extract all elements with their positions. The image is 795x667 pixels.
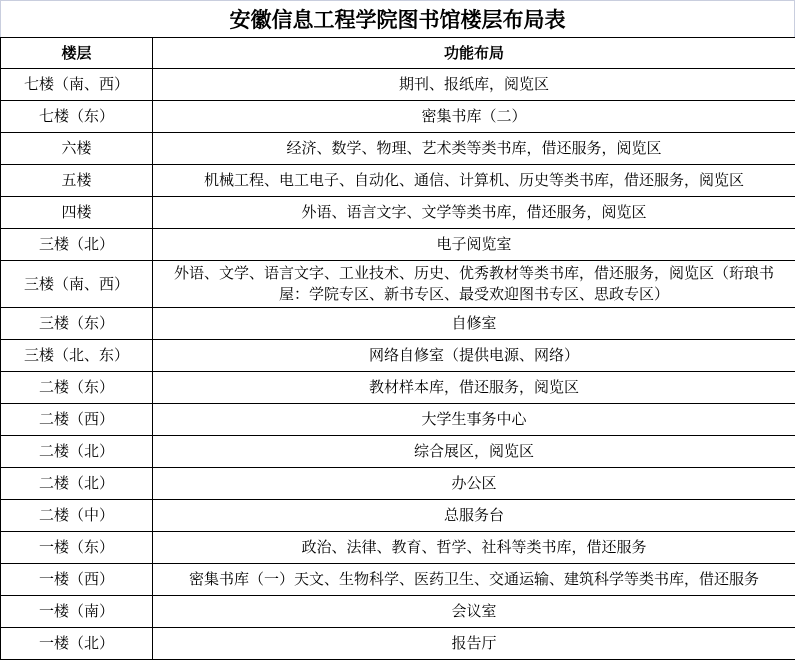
floor-cell: 三楼（北） (1, 229, 153, 261)
function-cell: 期刊、报纸库，阅览区 (153, 69, 795, 101)
function-cell: 办公区 (153, 468, 795, 500)
function-cell: 网络自修室（提供电源、网络） (153, 340, 795, 372)
function-cell: 机械工程、电工电子、自动化、通信、计算机、历史等类书库，借还服务，阅览区 (153, 165, 795, 197)
header-row (1, 38, 795, 69)
floor-cell: 一楼（西） (1, 564, 153, 596)
floor-cell: 三楼（东） (1, 308, 153, 340)
floor-cell: 二楼（北） (1, 436, 153, 468)
function-cell: 经济、数学、物理、艺术类等类书库，借还服务，阅览区 (153, 133, 795, 165)
floor-cell: 四楼 (1, 197, 153, 229)
table-row (1, 500, 795, 532)
table-row (1, 596, 795, 628)
function-cell: 密集书库（一）天文、生物科学、医药卫生、交通运输、建筑科学等类书库，借还服务 (153, 564, 795, 596)
floor-cell: 一楼（东） (1, 532, 153, 564)
floor-cell: 七楼（东） (1, 101, 153, 133)
function-cell: 大学生事务中心 (153, 404, 795, 436)
floor-cell: 一楼（北） (1, 628, 153, 660)
table-row (1, 101, 795, 133)
table-row (1, 133, 795, 165)
floor-cell: 一楼（南） (1, 596, 153, 628)
table-row (1, 468, 795, 500)
function-cell: 总服务台 (153, 500, 795, 532)
function-cell: 外语、文学、语言文字、工业技术、历史、优秀教材等类书库，借还服务，阅览区（珩琅书屋：学院专区、新书专区、最受欢迎图书专区、思政专区） (153, 261, 795, 308)
floor-cell: 二楼（北） (1, 468, 153, 500)
table-row (1, 229, 795, 261)
page-title: 安徽信息工程学院图书馆楼层布局表 (0, 0, 795, 37)
function-cell: 综合展区，阅览区 (153, 436, 795, 468)
table-row (1, 404, 795, 436)
function-cell: 电子阅览室 (153, 229, 795, 261)
table-row (1, 197, 795, 229)
floor-cell: 五楼 (1, 165, 153, 197)
table-row (1, 628, 795, 660)
function-cell: 外语、语言文字、文学等类书库，借还服务，阅览区 (153, 197, 795, 229)
floor-layout-table (0, 37, 795, 660)
table-row (1, 340, 795, 372)
function-cell: 会议室 (153, 596, 795, 628)
function-cell: 报告厅 (153, 628, 795, 660)
column-header-function: 功能布局 (153, 38, 795, 69)
floor-cell: 六楼 (1, 133, 153, 165)
table-row (1, 564, 795, 596)
function-cell: 政治、法律、教育、哲学、社科等类书库，借还服务 (153, 532, 795, 564)
table-body (1, 69, 795, 660)
table-row (1, 532, 795, 564)
floor-cell: 二楼（中） (1, 500, 153, 532)
floor-cell: 七楼（南、西） (1, 69, 153, 101)
table-row (1, 308, 795, 340)
table-row (1, 436, 795, 468)
function-cell: 教材样本库，借还服务，阅览区 (153, 372, 795, 404)
table-row (1, 69, 795, 101)
floor-cell: 二楼（西） (1, 404, 153, 436)
table-row (1, 372, 795, 404)
table-row (1, 165, 795, 197)
floor-cell: 三楼（北、东） (1, 340, 153, 372)
function-cell: 密集书库（二） (153, 101, 795, 133)
table-row (1, 261, 795, 308)
function-cell: 自修室 (153, 308, 795, 340)
floor-cell: 二楼（东） (1, 372, 153, 404)
floor-cell: 三楼（南、西） (1, 261, 153, 308)
column-header-floor: 楼层 (1, 38, 153, 69)
